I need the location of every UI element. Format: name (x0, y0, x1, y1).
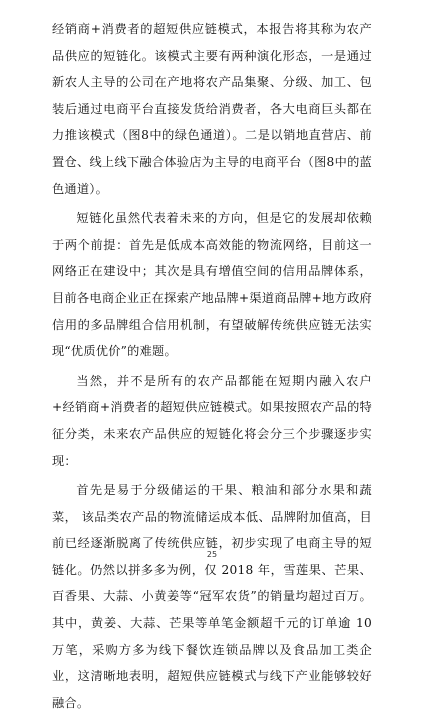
paragraph-short-chain-prerequisites: 短链化虽然代表着未来的方向，但是它的发展却依赖于两个前提：首先是低成本高效能的物流网络，目前这一网络正在建设中；其次是具有增值空间的信用品牌体系，目前各电商企业正在探索产地品牌+渠道商品牌+地方政府信用的多品牌组合信用机制，有望破解传统供应链无法实现“优质优价”的难题。 (52, 211, 372, 359)
paragraph-supply-chain-short-chain: 经销商+消费者的超短供应链模式，本报告将其称为农产品供应的短链化。该模式主要有两种演化形态，一是通过新农人主导的公司在产地将农产品集聚、分级、加工、包装后通过电商平台直接发货给消费者，各大电商巨头都在力推该模式（图8中的绿色通道）。二是以销地直营店、前置仓、线上线下融合体验店为主导的电商平台（图8中的蓝色通道）。 (52, 22, 372, 196)
page-number: 25 (206, 550, 218, 559)
paragraph-not-all-products: 当然，并不是所有的农产品都能在短期内融入农户+经销商+消费者的超短供应链模式。如果按照农产品的特征分类，未来农产品供应的短链化将会分三个步骤逐步实现： (52, 373, 372, 468)
paragraph-first-step-dry-goods: 首先是易于分级储运的干果、粮油和部分水果和蔬菜， 该品类农产品的物流储运成本低、品牌附加值高，目前已经逐渐脱离了传统供应链，初步实现了电商主导的短链化。仍然以拼多多为例，仅 2018 年，雪莲果、芒果、百香果、大蒜、小黄姜等“冠军农货”的销量均超过百万。其中，黄姜、大蒜、芒果等单笔金额超千元的订单逾 10 万笔，采购方多为线下餐饮连锁品牌以及食品加工类企业，这清晰地表明，超短供应链模式与线下产业能够较好融合。 (52, 483, 372, 710)
